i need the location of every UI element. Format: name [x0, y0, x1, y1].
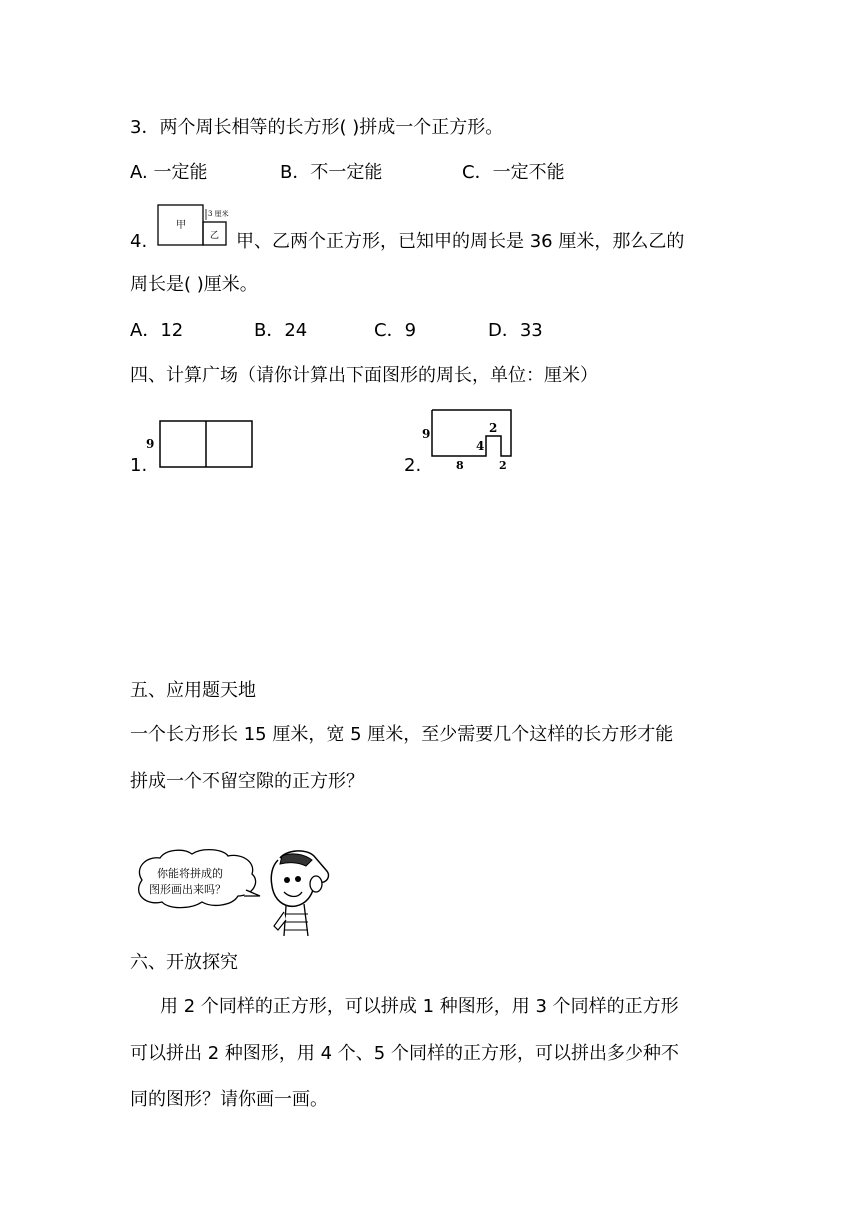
fig2-left-label: 9 [422, 427, 431, 441]
fig2-bottom-right-label: 2 [499, 459, 507, 472]
q4-text-line1: 甲、乙两个正方形，已知甲的周长是 36 厘米，那么乙的 [236, 231, 685, 252]
section6-title: 六、开放探究 [130, 952, 238, 973]
section5-text-line2: 拼成一个不留空隙的正方形？ [130, 771, 364, 792]
fig2-inner-height-label: 4 [476, 439, 485, 453]
fig2-top-width-label: 2 [489, 421, 498, 435]
section6-line3: 同的图形？请你画一画。 [130, 1089, 328, 1110]
fig2-bottom-label: 8 [456, 459, 464, 472]
q3-option-b: B．不一定能 [280, 162, 383, 183]
section6-line1: 用 2 个同样的正方形，可以拼成 1 种图形，用 3 个同样的正方形 [160, 996, 679, 1017]
q4-option-a: A．12 [130, 320, 184, 341]
bubble-line2: 图形画出来吗？ [149, 883, 226, 896]
bubble-line1: 你能将拼成的 [157, 867, 223, 880]
q4-number: 4. [130, 231, 148, 252]
q3-option-a: A. 一定能 [130, 162, 208, 183]
q4-option-d: D．33 [488, 320, 543, 341]
q4-text-line2: 周长是( )厘米。 [130, 274, 258, 295]
section4-title: 四、计算广场（请你计算出下面图形的周长，单位：厘米） [130, 365, 598, 386]
section6-line2: 可以拼出 2 种图形，用 4 个、5 个同样的正方形，可以拼出多少种不 [130, 1043, 679, 1064]
q4-big-label: 甲 [176, 220, 186, 231]
speech-bubble [128, 846, 262, 914]
fig1-number: 1. [130, 455, 148, 476]
section5-text-line1: 一个长方形长 15 厘米，宽 5 厘米，至少需要几个这样的长方形才能 [130, 724, 674, 745]
q4-option-c: C．9 [374, 320, 417, 341]
section5-title: 五、应用题天地 [130, 680, 256, 701]
fig1-label: 9 [146, 437, 155, 451]
fig1-two-squares [140, 415, 258, 471]
cartoon-boy-illustration [262, 848, 342, 940]
q4-side-label: 3 厘米 [208, 210, 229, 218]
fig2-number: 2. [404, 455, 422, 476]
q4-option-b: B．24 [254, 320, 308, 341]
q4-small-label: 乙 [210, 231, 220, 241]
q4-squares-figure [156, 202, 236, 248]
fig2-notched-rectangle [418, 404, 518, 474]
q3-option-c: C．一定不能 [462, 162, 565, 183]
q3-text: 3．两个周长相等的长方形( )拼成一个正方形。 [130, 117, 504, 138]
